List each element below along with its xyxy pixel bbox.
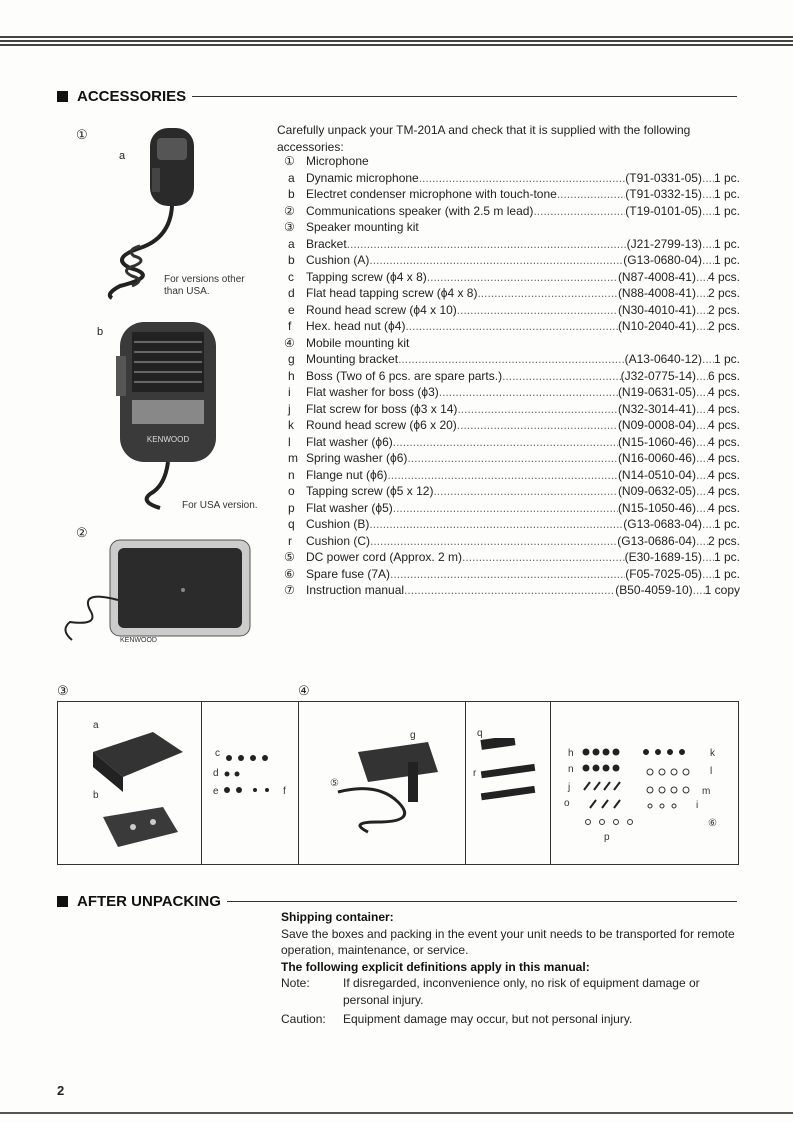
square-bullet-icon — [57, 896, 68, 907]
leader-dots — [369, 516, 623, 533]
item-tag: n — [288, 467, 295, 482]
diagram-cell-cushions — [465, 702, 551, 864]
part-label-q: q — [477, 728, 483, 739]
item-part-number: (G13-0686-04) — [617, 533, 696, 548]
definitions-title: The following explicit definitions apply in this manual: — [281, 959, 590, 974]
shipping-text: Save the boxes and packing in the event your unit needs to be transported for remote operation, maintenance, or service. — [281, 926, 735, 957]
square-bullet-icon — [57, 91, 68, 102]
header-rule — [192, 96, 737, 97]
intro-text: Carefully unpack your TM-201A and check that it is supplied with the following accessories: — [277, 123, 691, 154]
item-quantity: 1 pc. — [713, 236, 740, 251]
item-quantity: 4 pcs. — [707, 418, 740, 432]
item-name: Communications speaker (with 2.5 m lead) — [306, 203, 534, 218]
item-name: Round head screw (ϕ6 x 20) — [306, 418, 457, 432]
accessory-item — [284, 285, 740, 302]
leader-dots — [439, 384, 618, 401]
item-name: Flat washer (ϕ5) — [306, 500, 393, 515]
leader-dots — [477, 285, 617, 302]
part-label-6: ⑥ — [708, 818, 717, 829]
item-quantity: 6 pcs. — [707, 368, 740, 383]
item-tag: ① — [284, 154, 295, 168]
item-part-number: (B50-4059-10) — [615, 583, 693, 597]
part-label-a: a — [93, 720, 99, 731]
header-rule — [227, 901, 737, 902]
accessory-item — [284, 318, 740, 335]
item-tag: a — [288, 170, 295, 185]
item-tag: o — [288, 484, 295, 498]
caution-text: Equipment damage may occur, but not personal injury. — [343, 1012, 633, 1026]
leader-dots — [702, 351, 714, 368]
diagram-cell-hardware — [550, 702, 738, 864]
item-quantity: 1 pc. — [713, 170, 740, 185]
part-label-j: j — [568, 782, 571, 793]
item-quantity: 4 pcs. — [707, 269, 740, 284]
item-part-number: (N15-1060-46) — [617, 434, 696, 449]
accessory-item — [284, 368, 740, 385]
leader-dots — [457, 417, 618, 434]
leader-dots — [696, 318, 708, 335]
item-tag: g — [288, 352, 295, 366]
leader-dots — [433, 483, 617, 500]
item-part-number: (N09-0008-04) — [617, 418, 696, 432]
leader-dots — [696, 302, 708, 319]
item-part-number: (N88-4008-41) — [617, 286, 696, 300]
item-name: Round head screw (ϕ4 x 10) — [306, 302, 457, 317]
item-tag: b — [288, 187, 295, 201]
item-quantity: 1 pc. — [713, 550, 740, 564]
part-label-d: d — [213, 768, 219, 779]
accessory-item — [284, 269, 740, 286]
leader-dots — [387, 467, 618, 484]
caption-non-usa: For versions other than USA. — [164, 274, 245, 297]
diagram-cell-mounting-bracket — [298, 702, 466, 864]
item-name: Mounting bracket — [306, 352, 399, 366]
accessory-item — [284, 236, 740, 253]
item-part-number: (T91-0332-15) — [625, 187, 702, 201]
item-part-number: (N09-0632-05) — [617, 484, 696, 498]
item-part-number: (G13-0683-04) — [623, 517, 702, 531]
item-quantity: 2 pcs. — [707, 286, 740, 300]
leader-dots — [696, 285, 708, 302]
leader-dots — [696, 368, 708, 385]
note-label: Note: — [281, 976, 310, 990]
item-name: Cushion (C) — [306, 533, 371, 548]
item-part-number: (N87-4008-41) — [617, 269, 696, 284]
item-name: Flat head tapping screw (ϕ4 x 8) — [306, 286, 478, 300]
item-tag: p — [288, 500, 295, 515]
item-quantity: 4 pcs. — [707, 484, 740, 498]
part-label-5: ⑤ — [330, 778, 339, 789]
part-label-f: f — [283, 786, 286, 797]
leader-dots — [702, 549, 714, 566]
accessory-item — [284, 483, 740, 500]
accessory-item — [284, 219, 740, 236]
accessory-item — [284, 549, 740, 566]
item-name: Spring washer (ϕ6) — [306, 451, 408, 465]
figure-number-3: ③ — [57, 683, 69, 698]
item-part-number: (N19-0631-05) — [617, 385, 696, 399]
touch-tone-microphone-illustration — [110, 316, 220, 516]
accessory-item — [284, 450, 740, 467]
item-tag: e — [288, 302, 295, 317]
accessory-item — [284, 170, 740, 187]
leader-dots — [457, 302, 618, 319]
leader-dots — [696, 467, 708, 484]
item-name: Bracket — [306, 236, 347, 251]
item-part-number: (N15-1050-46) — [617, 500, 696, 515]
item-tag: f — [288, 319, 292, 333]
leader-dots — [462, 549, 625, 566]
item-tag: c — [288, 269, 294, 284]
item-name: Tapping screw (ϕ5 x 12) — [306, 484, 434, 498]
section-title: ACCESSORIES — [77, 88, 187, 105]
hardware-illustration — [580, 746, 713, 826]
leader-dots — [390, 566, 625, 583]
accessory-item — [284, 401, 740, 418]
accessory-item — [284, 186, 740, 203]
item-name: Cushion (B) — [306, 517, 370, 531]
item-tag: b — [288, 253, 295, 267]
item-name: Speaker mounting kit — [306, 220, 419, 234]
item-part-number: (N30-4010-41) — [617, 302, 696, 317]
part-label-c: c — [215, 748, 220, 759]
item-name: Cushion (A) — [306, 253, 370, 267]
diagram-cell-screws — [201, 702, 299, 864]
diagram-cell-bracket — [58, 702, 202, 864]
accessory-item — [284, 203, 740, 220]
leader-dots — [427, 269, 618, 286]
item-part-number: (N16-0060-46) — [617, 451, 696, 465]
item-tag: ③ — [284, 220, 295, 234]
speaker-illustration — [60, 530, 260, 650]
leader-dots — [419, 170, 626, 187]
item-name: Mobile mounting kit — [306, 335, 410, 350]
item-name: Tapping screw (ϕ4 x 8) — [306, 269, 427, 284]
part-label-g: g — [410, 730, 416, 741]
leader-dots — [702, 203, 714, 220]
accessory-item — [284, 384, 740, 401]
section-title: AFTER UNPACKING — [77, 893, 221, 910]
accessory-item — [284, 153, 740, 170]
item-quantity: 4 pcs. — [707, 467, 740, 482]
part-label-k: k — [710, 748, 715, 759]
screws-illustration — [221, 750, 291, 800]
item-name: Electret condenser microphone with touch-tone — [306, 187, 557, 201]
item-quantity: 4 pcs. — [707, 434, 740, 449]
leader-dots — [369, 252, 623, 269]
accessory-item — [284, 434, 740, 451]
item-tag: l — [288, 434, 291, 449]
item-tag: ④ — [284, 335, 295, 350]
leader-dots — [393, 500, 618, 517]
item-part-number: (A13-0640-12) — [624, 352, 702, 366]
leader-dots — [702, 252, 714, 269]
parts-diagram — [57, 701, 739, 865]
leader-dots — [696, 401, 708, 418]
leader-dots — [702, 566, 714, 583]
bracket-part-illustration — [83, 722, 193, 852]
leader-dots — [696, 450, 708, 467]
leader-dots — [696, 269, 708, 286]
accessory-item — [284, 417, 740, 434]
top-rule-bars — [0, 36, 793, 52]
accessory-item — [284, 335, 740, 352]
item-quantity: 2 pcs. — [707, 533, 740, 548]
item-part-number: (J21-2799-13) — [626, 236, 702, 251]
leader-dots — [502, 368, 621, 385]
item-quantity: 1 pc. — [713, 203, 740, 218]
leader-dots — [696, 434, 708, 451]
caution-label: Caution: — [281, 1012, 326, 1026]
figure-number-2: ② — [76, 525, 88, 540]
shipping-title: Shipping container: — [281, 910, 394, 924]
item-tag: a — [288, 236, 295, 251]
item-name: Microphone — [306, 154, 369, 168]
accessory-item — [284, 516, 740, 533]
leader-dots — [404, 582, 615, 599]
item-tag: q — [288, 517, 295, 531]
leader-dots — [696, 483, 708, 500]
item-tag: k — [288, 418, 294, 432]
figure-label-a: a — [119, 150, 126, 162]
item-tag: i — [288, 385, 291, 399]
item-tag: j — [288, 401, 291, 416]
mic-brand-label: KENWOOD — [146, 435, 190, 444]
part-label-h: h — [568, 748, 574, 759]
part-label-r: r — [473, 768, 477, 779]
leader-dots — [702, 186, 714, 203]
leader-dots — [557, 186, 625, 203]
mounting-bracket-illustration — [318, 732, 458, 852]
accessory-item — [284, 533, 740, 550]
leader-dots — [696, 384, 708, 401]
part-label-b: b — [93, 790, 99, 801]
leader-dots — [457, 401, 618, 418]
item-quantity: 4 pcs. — [707, 500, 740, 515]
item-name: Instruction manual — [306, 583, 405, 597]
leader-dots — [398, 351, 625, 368]
item-tag: ② — [284, 203, 295, 218]
item-quantity: 1 pc. — [713, 517, 740, 531]
item-name: Flange nut (ϕ6) — [306, 467, 388, 482]
item-part-number: (E30-1689-15) — [624, 550, 702, 564]
item-part-number: (G13-0680-04) — [623, 253, 702, 267]
item-part-number: (J32-0775-14) — [620, 368, 696, 383]
leader-dots — [696, 417, 708, 434]
section-header-after-unpacking — [57, 893, 737, 910]
note-text: If disregarded, inconvenience only, no risk of equipment damage or personal injury. — [343, 976, 700, 1007]
item-name: Flat washer for boss (ϕ3) — [306, 385, 439, 399]
item-name: Dynamic microphone — [306, 170, 419, 185]
accessory-item — [284, 582, 740, 599]
item-quantity: 1 pc. — [713, 187, 740, 201]
leader-dots — [347, 236, 627, 253]
leader-dots — [702, 236, 714, 253]
item-quantity: 4 pcs. — [707, 451, 740, 465]
leader-dots — [702, 516, 714, 533]
item-quantity: 2 pcs. — [707, 319, 740, 333]
part-label-p: p — [604, 832, 610, 843]
accessory-item — [284, 566, 740, 583]
item-tag: m — [288, 451, 298, 465]
part-label-l: l — [710, 766, 713, 777]
accessory-item — [284, 351, 740, 368]
item-tag: d — [288, 286, 295, 300]
figure-number-4: ④ — [298, 683, 310, 698]
item-quantity: 1 pc. — [713, 566, 740, 581]
speaker-brand-label: KENWOOD — [120, 637, 157, 644]
item-quantity: 4 pcs. — [707, 401, 740, 416]
part-label-e: e — [213, 786, 219, 797]
item-name: Spare fuse (7A) — [306, 566, 391, 581]
accessory-list — [284, 153, 740, 599]
accessory-item — [284, 467, 740, 484]
item-part-number: (T91-0331-05) — [625, 170, 702, 185]
part-label-m: m — [702, 786, 711, 797]
part-label-o: o — [564, 798, 570, 809]
accessory-item — [284, 252, 740, 269]
item-tag: h — [288, 368, 295, 383]
item-part-number: (N10-2040-41) — [617, 319, 696, 333]
item-name: Hex. head nut (ϕ4) — [306, 319, 406, 333]
note-row — [281, 975, 741, 1008]
accessory-item — [284, 500, 740, 517]
item-name: DC power cord (Approx. 2 m) — [306, 550, 463, 564]
figure-number-1: ① — [76, 127, 88, 142]
part-label-i: i — [696, 800, 699, 811]
caution-row — [281, 1011, 741, 1028]
item-quantity: 2 pcs. — [707, 302, 740, 317]
leader-dots — [370, 533, 617, 550]
item-tag: ⑦ — [284, 583, 295, 597]
figure-label-b: b — [97, 326, 104, 338]
accessory-item — [284, 302, 740, 319]
leader-dots — [696, 500, 708, 517]
cushions-illustration — [475, 738, 545, 808]
item-quantity: 1 pc. — [713, 352, 740, 366]
leader-dots — [702, 170, 714, 187]
leader-dots — [696, 533, 708, 550]
item-part-number: (N14-0510-04) — [617, 467, 696, 482]
item-tag: ⑥ — [284, 566, 295, 581]
leader-dots — [393, 434, 618, 451]
item-name: Boss (Two of 6 pcs. are spare parts.) — [306, 368, 503, 383]
item-quantity: 1 pc. — [713, 253, 740, 267]
item-tag: ⑤ — [284, 550, 295, 564]
leader-dots — [533, 203, 625, 220]
leader-dots — [405, 318, 617, 335]
part-label-n: n — [568, 764, 574, 775]
item-name: Flat screw for boss (ϕ3 x 14) — [306, 401, 458, 416]
item-quantity: 4 pcs. — [707, 385, 740, 399]
leader-dots — [407, 450, 618, 467]
item-part-number: (F05-7025-05) — [625, 566, 702, 581]
caption-usa: For USA version. — [182, 500, 258, 511]
bottom-rule — [0, 1112, 793, 1114]
item-name: Flat washer (ϕ6) — [306, 434, 393, 449]
item-quantity: 1 copy — [704, 583, 740, 597]
leader-dots — [693, 582, 705, 599]
after-unpacking-text — [281, 909, 741, 1028]
item-part-number: (T19-0101-05) — [625, 203, 702, 218]
section-header-accessories — [57, 88, 737, 105]
item-part-number: (N32-3014-41) — [617, 401, 696, 416]
page-number: 2 — [57, 1083, 65, 1098]
item-tag: r — [288, 533, 292, 548]
